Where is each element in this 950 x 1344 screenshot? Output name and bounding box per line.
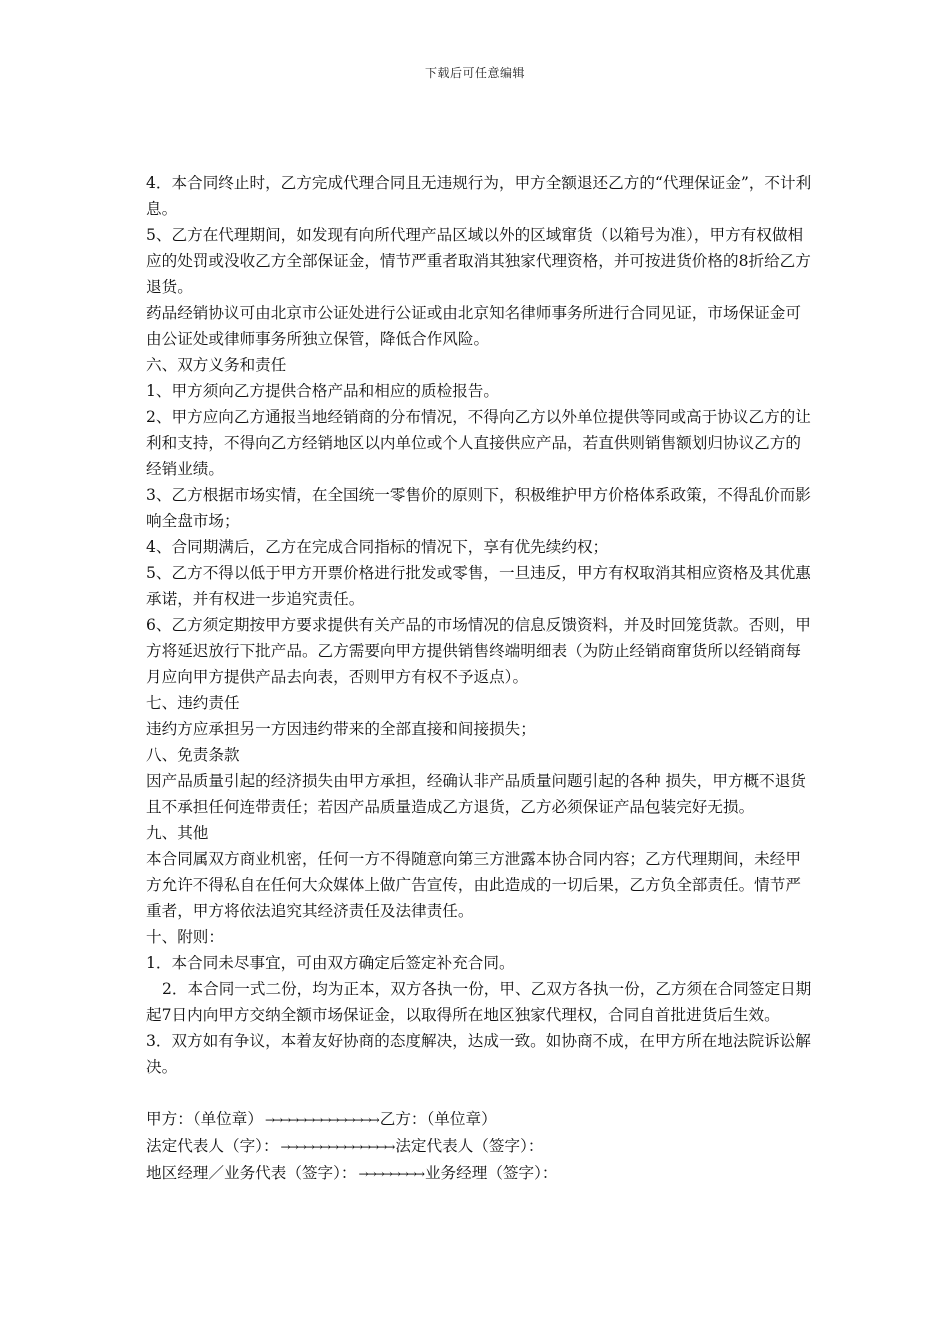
signature-line-managers — [146, 1160, 814, 1187]
obligation-4: 4、合同期满后，乙方在完成合同指标的情况下，享有优先续约权； — [146, 538, 609, 556]
party-a-legal-rep-label: 法定代表人（字）： — [146, 1137, 279, 1155]
party-a-seal-label: 甲方：（单位章） — [146, 1110, 263, 1128]
party-b-seal-label: 乙方：（单位章） — [379, 1110, 497, 1128]
document-body — [146, 170, 814, 1187]
confidentiality-clause: 本合同属双方商业机密，任何一方不得随意向第三方泄露本协合同内容；乙方代理期间，未经甲方允许不得私自在任何大众媒体上做广告宣传，由此造成的一切后果，乙方负全部责任。情节严重者，甲方将依法追究其经济责任及法律责任。 — [146, 850, 801, 920]
section-heading-appendix: 十、附则： — [146, 928, 224, 946]
section-heading-other: 九、其他 — [146, 824, 209, 842]
tab-arrows: →→→→→→→→→→→→→→ — [280, 1140, 394, 1154]
clause-4-refund: 4．本合同终止时，乙方完成代理合同且无违规行为，甲方全额退还乙方的“代理保证金”，不计利息。 — [146, 174, 812, 218]
signature-line-legal-rep — [146, 1133, 814, 1160]
tab-arrows: →→→→→→→→→→→→→→ — [264, 1113, 378, 1127]
signature-line-parties — [146, 1106, 814, 1133]
tab-arrows: →→→→→→→→ — [358, 1167, 423, 1181]
page-header: 下载后可任意编辑 — [424, 66, 525, 80]
breach-clause: 违约方应承担另一方因违约带来的全部直接和间接损失； — [146, 720, 536, 738]
business-manager-label: 业务经理（签字）： — [424, 1164, 558, 1182]
appendix-2: 2．本合同一式二份，均为正本，双方各执一份，甲、乙双方各执一份，乙方须在合同签定日期起7日内向甲方交纳全额市场保证金，以取得所在地区独家代理权，合同自首批进货后生效。 — [146, 980, 812, 1024]
regional-manager-label: 地区经理／业务代表（签字）： — [146, 1164, 357, 1182]
section-heading-exemption: 八、免责条款 — [146, 746, 240, 764]
appendix-3: 3．双方如有争议，本着友好协商的态度解决，达成一致。如协商不成，在甲方所在地法院诉讼解决。 — [146, 1032, 811, 1076]
exemption-clause: 因产品质量引起的经济损失由甲方承担，经确认非产品质量问题引起的各种 损失，甲方概不退货且不承担任何连带责任；若因产品质量造成乙方退货，乙方必须保证产品包装完好无损。 — [146, 772, 806, 816]
obligation-5: 5、乙方不得以低于甲方开票价格进行批发或零售，一旦违反，甲方有权取消其相应资格及其优惠承诺，并有权进一步追究责任。 — [146, 564, 811, 608]
section-heading-obligations: 六、双方义务和责任 — [146, 356, 287, 374]
notarization-note: 药品经销协议可由北京市公证处进行公证或由北京知名律师事务所进行合同见证，市场保证金可由公证处或律师事务所独立保管，降低合作风险。 — [146, 304, 801, 348]
obligation-1: 1、甲方须向乙方提供合格产品和相应的质检报告。 — [146, 382, 499, 400]
clause-5-crossregion: 5、乙方在代理期间，如发现有向所代理产品区域以外的区域窜货（以箱号为准），甲方有权做相应的处罚或没收乙方全部保证金，情节严重者取消其独家代理资格，并可按进货价格的8折给乙方退货。 — [146, 226, 811, 296]
section-heading-breach: 七、违约责任 — [146, 694, 240, 712]
spacer — [146, 1080, 814, 1106]
obligation-3: 3、乙方根据市场实情，在全国统一零售价的原则下，积极维护甲方价格体系政策，不得乱价而影响全盘市场； — [146, 486, 811, 530]
appendix-1: 1．本合同未尽事宜，可由双方确定后签定补充合同。 — [146, 954, 515, 972]
obligation-2: 2、甲方应向乙方通报当地经销商的分布情况，不得向乙方以外单位提供等同或高于协议乙方的让利和支持，不得向乙方经销地区以内单位或个人直接供应产品，若直供则销售额划归协议乙方的经销业绩。 — [146, 408, 811, 478]
obligation-6: 6、乙方须定期按甲方要求提供有关产品的市场情况的信息反馈资料，并及时回笼货款。否则，甲方将延迟放行下批产品。乙方需要向甲方提供销售终端明细表（为防止经销商窜货所以经销商每月应向甲方提供产品去向表，否则甲方有权不予返点）。 — [146, 616, 811, 686]
party-b-legal-rep-label: 法定代表人（签字）： — [395, 1137, 544, 1155]
